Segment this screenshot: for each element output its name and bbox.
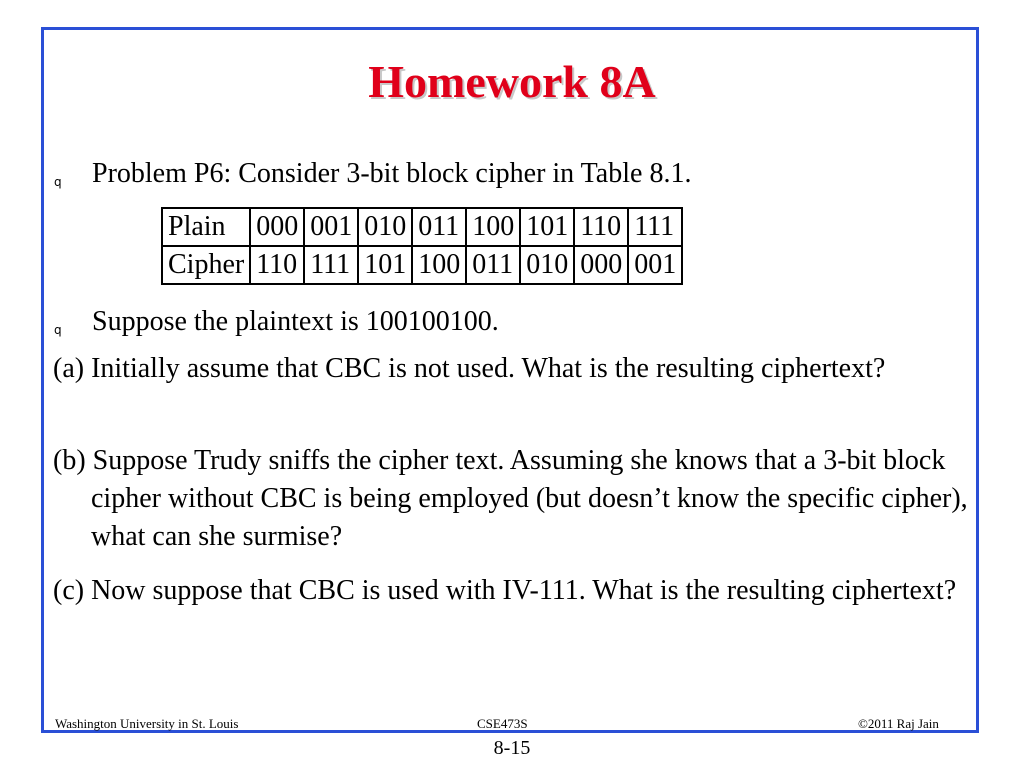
table-cell: 010 [358, 208, 412, 246]
table-cell: 101 [520, 208, 574, 246]
table-cell: 001 [628, 246, 682, 284]
question-b: (b) Suppose Trudy sniffs the cipher text. Assuming she knows that a 3-bit block cipher without CBC is being employed (but doesn’t know the specific cipher), what can she surmise? [53, 445, 968, 552]
bullet-text: Problem P6: Consider 3-bit block cipher in Table 8.1. [92, 158, 692, 189]
question-c: (c) Now suppose that CBC is used with IV-111. What is the resulting ciphertext? [53, 575, 957, 606]
table-row [162, 246, 682, 284]
cipher-table [161, 207, 683, 285]
table-cell: 011 [466, 246, 520, 284]
table-cell: 101 [358, 246, 412, 284]
question-a: (a) Initially assume that CBC is not used. What is the resulting ciphertext? [53, 353, 886, 384]
table-cell: 111 [304, 246, 358, 284]
table-cell: 001 [304, 208, 358, 246]
footer-left: Washington University in St. Louis [55, 716, 239, 731]
bullet-marker-icon: q [54, 175, 62, 189]
table-cell: 100 [466, 208, 520, 246]
table-cell: 000 [574, 246, 628, 284]
row-label: Cipher [162, 246, 250, 284]
row-label: Plain [162, 208, 250, 246]
bullet-text: Suppose the plaintext is 100100100. [92, 306, 499, 337]
table-row [162, 208, 682, 246]
table-cell: 100 [412, 246, 466, 284]
table-cell: 011 [412, 208, 466, 246]
slide-title: Homework 8A [368, 56, 656, 107]
footer-right: ©2011 Raj Jain [858, 716, 939, 731]
table-cell: 000 [250, 208, 304, 246]
page-number: 8-15 [493, 737, 531, 759]
table-cell: 110 [574, 208, 628, 246]
table-cell: 010 [520, 246, 574, 284]
footer-center: CSE473S [477, 716, 528, 731]
table-cell: 111 [628, 208, 682, 246]
bullet-marker-icon: q [54, 323, 62, 337]
table-cell: 110 [250, 246, 304, 284]
